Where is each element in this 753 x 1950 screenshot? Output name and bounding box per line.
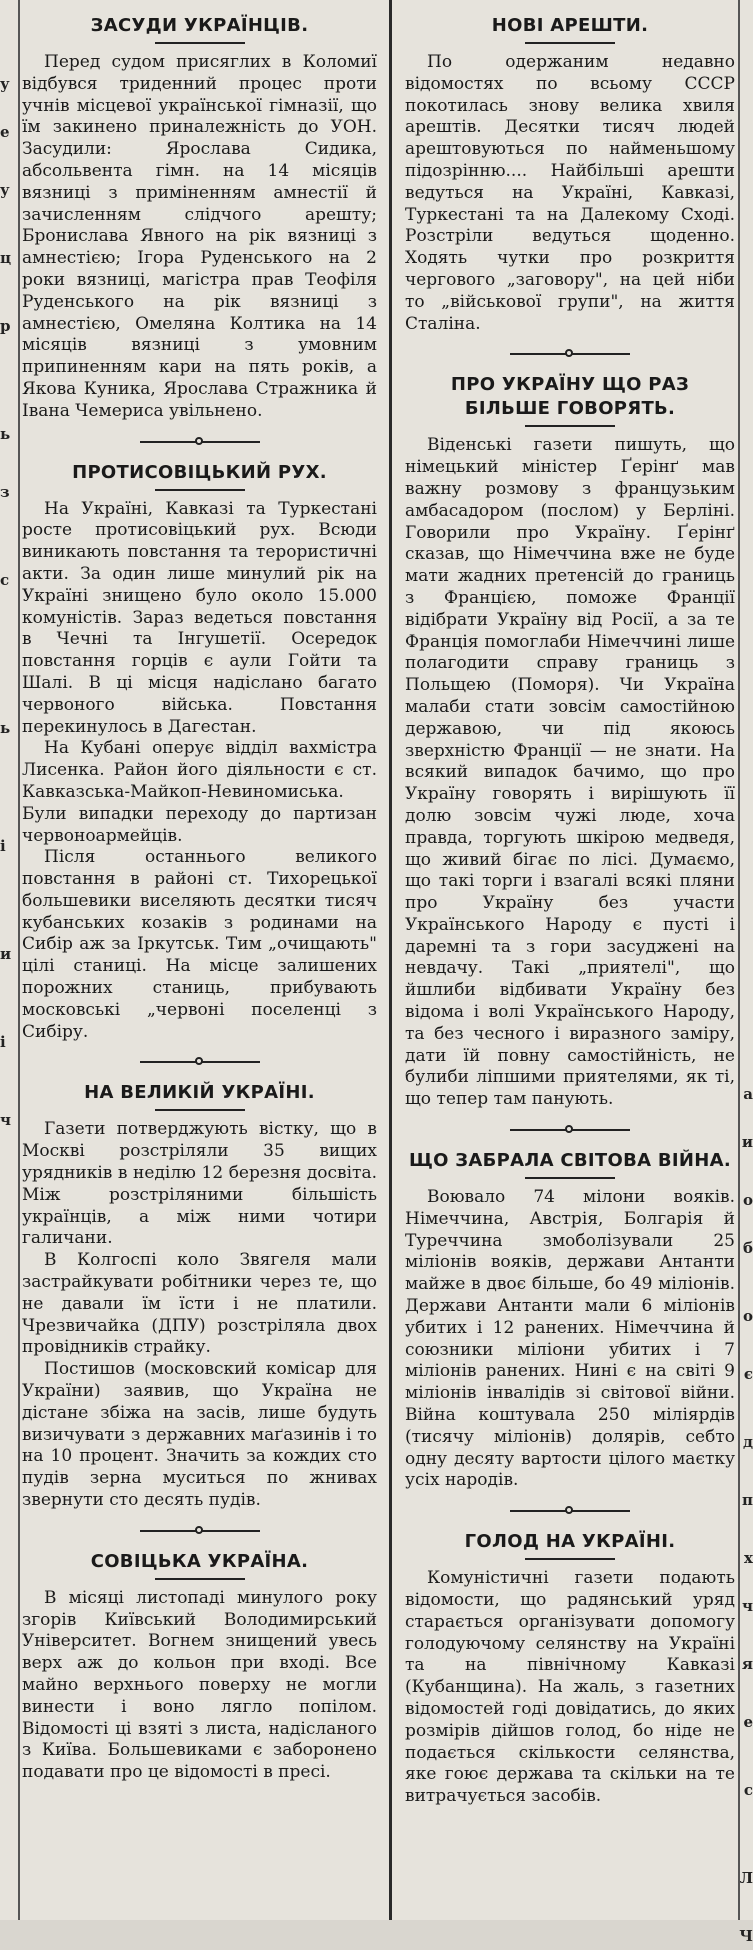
article-paragraph: Після останнього великого повстання в районі ст. Тихорецької большевики виселяють десятки тисяч кубанських козаків з родинами на Сибір аж за Іркутськ. Тим „очищають" цілі станиці. На місце залишених порожних станиць, прибувають московські „червоні поселенці з Сибіру. (22, 847, 377, 1042)
article-paragraph: Віденські газети пишуть, що німецький міністер Ґерінґ мав важну розмову з французьким амбасадором (послом) у Берліні. Говорили про Україну. Ґерінґ сказав, що Німеччина вже не буде мати жадних претенсій до границь з Францією, поможе Франції відібрати Україну від Росії, а за те Франція помоглаби Німеччині лише полагодити справу границь з Польщею (Поморя). Чи Україна малаби стати зовсім самостійною державою, чи під якоюсь зверхністю Франції — не знати. На всякий випадок бачимо, що про Україну говорять і вирішують її долю зовсім чужі люде, хоча правда, торгують шкірою медведя, що живий бігає по лісі. Думаємо, що такі торги і взагалі всякі пляни про Україну без участи Українського Народу є пусті і даремні та з гори засуджені на невдачу. Такі „приятелі", що йшлиби відбивати Україну без відома і волі Українського Народу, та без чесного і виразного заміру, дати їй повну самостійність, не булиби ліпшими приятелями, як ті, що тепер там панують. (405, 435, 735, 1110)
title-underline (155, 489, 245, 491)
article-separator (405, 1119, 735, 1141)
margin-fragment: и (0, 945, 12, 963)
margin-fragment: е (0, 123, 10, 141)
margin-fragment: о (742, 1307, 753, 1325)
article-title: НА ВЕЛИКІЙ УКРАЇНІ. (84, 1082, 315, 1104)
margin-fragment: х (744, 1549, 753, 1567)
title-underline (525, 425, 615, 427)
margin-fragment: п (742, 1491, 753, 1509)
margin-fragment: ц (0, 249, 12, 267)
article-title: НОВІ АРЕШТИ. (491, 15, 649, 36)
right-margin-fragments (737, 0, 753, 1945)
article-title: ЗАСУДИ УКРАЇНЦІВ. (90, 15, 309, 36)
article-zasudy (22, 14, 377, 423)
article-paragraph: В місяці листопаді минулого року згорів Київський Володимирський Університет. Вогнем знищений увесь верх аж до кольон при вході. Все майно верхнього поверху не могли винести і воно лягло попілом. Відомості ці взяті з листа, надісланого з Київа. Большевиками є заборонено подавати про це відомості в пресі. (22, 1587, 377, 1783)
column-divider (389, 0, 392, 1920)
article-paragraph: Воювало 74 мілони вояків. Німеччина, Австрія, Болгарія й Туреччина змоболізували 25 міліонів вояків, держави Антанти майже в двоє більше, бо 49 міліонів. Держави Антанти мали 6 міліонів убитих і 12 ранених. Німеччина й союзники міліони убитих і 7 міліонів ранених. Нині є на світі 9 міліонів інвалідів зі світової війни. Війна коштувала 250 міліярдів (тисячу міліонів) долярів, себто одну десяту вартости цілого маєтку усіх народів. (405, 1187, 735, 1491)
article-separator (22, 1051, 377, 1073)
article-paragraph: По одержаним недавно відомостях по всьому СССР покотилась знову велика хвиля арештів. Десятки тисяч людей арештовуються по найменьшому підозрінню.... Найбільші арешти ведуться на Україні, Кавказі, Туркестані та на Далекому Сході. Розстріли ведуться щоденно. Ходять чутки про розкриття чергового „заговору", на цей ніби то „військової групи", на життя Сталіна. (405, 52, 735, 334)
margin-fragment: є (743, 1365, 753, 1383)
article-paragraph: На Україні, Кавказі та Туркестані росте протисовіцький рух. Всюди виникають повстання та терористичні акти. За один лише минулий рік на Україні знищено було около 15.000 комуністів. Зараз ведеться повстання в Чечні та Інгушетії. Осередок повстання горців є аули Гойти та Шалі. В ці місця надіслано багато червоного війська. Повстання перекинулось в Дагестан. (22, 498, 377, 737)
margin-fragment: і (0, 837, 6, 855)
article-title: ПРО УКРАЇНУ ЩО РАЗ БІЛЬШЕ ГОВОРЯТЬ. (450, 374, 690, 420)
margin-fragment: с (743, 1781, 753, 1799)
article-holod (405, 1530, 735, 1808)
margin-fragment: Л (739, 1869, 753, 1887)
article-separator (22, 431, 377, 453)
margin-fragment: з (0, 483, 10, 501)
left-edge-rule (18, 0, 20, 1920)
title-underline (155, 1578, 245, 1580)
margin-fragment: о (742, 1191, 753, 1209)
article-separator (405, 343, 735, 365)
title-underline (525, 1558, 615, 1560)
article-paragraph: Постишов (московский комісар для України) заявив, що Україна не дістане збіжа на засів, лише будуть визичувати з державних маґазинів і то на 10 процент. Значить за кождих сто пудів зерна муситься по жнивах звернути сто десять пудів. (22, 1359, 377, 1511)
article-paragraph: На Кубані оперує відділ вахмістра Лисенка. Район його діяльности є ст. Кавказська-Майкоп-Невиномиська. Були випадки переходу до партизан червоноармейців. (22, 738, 377, 846)
article-title: ПРОТИСОВІЦЬКИЙ РУХ. (72, 461, 327, 483)
margin-fragment: ь (0, 719, 11, 737)
margin-fragment: у (0, 75, 10, 93)
article-paragraph: Перед судом присяглих в Коломиї відбувся триденний процес проти учнів місцевої української гімназії, що їм закинено приналежність до УОН. Засудили: Ярослава Сидика, абсольвента гімн. на 14 місяців вязниці з приміненням амнестії й зачисленням слідчого арешту; Бронислава Явного на рік вязниці з амнестією; Ігора Руденського на 2 роки вязниці, магістра прав Теофіля Руденського на рік вязниці з амнестією, Омеляна Колтика на 14 місяців вязниці з умовним припиненням кари на пять років, а Якова Куника, Ярослава Стражника й Івана Чемериса увільнено. (22, 52, 377, 421)
article-velykii (22, 1081, 377, 1511)
margin-fragment: я (741, 1655, 753, 1673)
margin-fragment: і (0, 1033, 6, 1051)
margin-fragment: ч (0, 1111, 11, 1129)
article-separator (22, 1520, 377, 1542)
article-title: ЩО ЗАБРАЛА СВІТОВА ВІЙНА. (408, 1150, 732, 1172)
margin-fragment: д (743, 1433, 753, 1451)
margin-fragment: б (742, 1239, 753, 1257)
title-underline (525, 42, 615, 44)
article-paragraph: В Колгоспі коло Звягеля мали застрайкувати робітники через те, що не давали їм їсти і не платили. Чрезвичайка (ДПУ) розстріляла двох провідників страйку. (22, 1250, 377, 1358)
article-title: СОВІЦЬКА УКРАЇНА. (90, 1550, 309, 1572)
margin-fragment: с (0, 571, 10, 589)
article-title: ГОЛОД НА УКРАЇНІ. (464, 1531, 676, 1553)
article-separator (405, 1500, 735, 1522)
margin-fragment: Ч (739, 1927, 753, 1945)
title-underline (525, 1177, 615, 1179)
margin-fragment: у (0, 181, 10, 199)
margin-fragment: ь (0, 425, 11, 443)
margin-fragment: и (741, 1133, 753, 1151)
article-protysov (22, 461, 377, 1044)
left-column (22, 8, 377, 1786)
right-column (405, 8, 735, 1810)
margin-fragment: ч (742, 1597, 753, 1615)
article-paragraph: Газети потверджують вістку, що в Москві розстріляли 35 вищих урядників в неділю 12 березня досвіта. Між розстріляними більшість українців, а між ними чотири галичани. (22, 1119, 377, 1249)
article-pro_ukrainu (405, 373, 735, 1111)
title-underline (155, 42, 245, 44)
article-paragraph: Комуністичні газети подають відомости, що радянський уряд старається організувати допомогу голодуючому селянству на Україні та на північному Кавказі (Кубанщина). На жаль, з газетних відомостей годі довідатись, до яких розмірів дійшов голод, бо ніде не подається скількости селянства, яке гоює держава та скільки на те витрачується засобів. (405, 1568, 735, 1807)
left-margin-fragments (0, 0, 16, 1920)
article-viina (405, 1149, 735, 1492)
margin-fragment: р (0, 317, 11, 335)
margin-fragment: е (743, 1713, 753, 1731)
title-underline (155, 1109, 245, 1111)
article-sovytska (22, 1550, 377, 1784)
margin-fragment: а (743, 1085, 753, 1103)
article-areshty (405, 14, 735, 335)
